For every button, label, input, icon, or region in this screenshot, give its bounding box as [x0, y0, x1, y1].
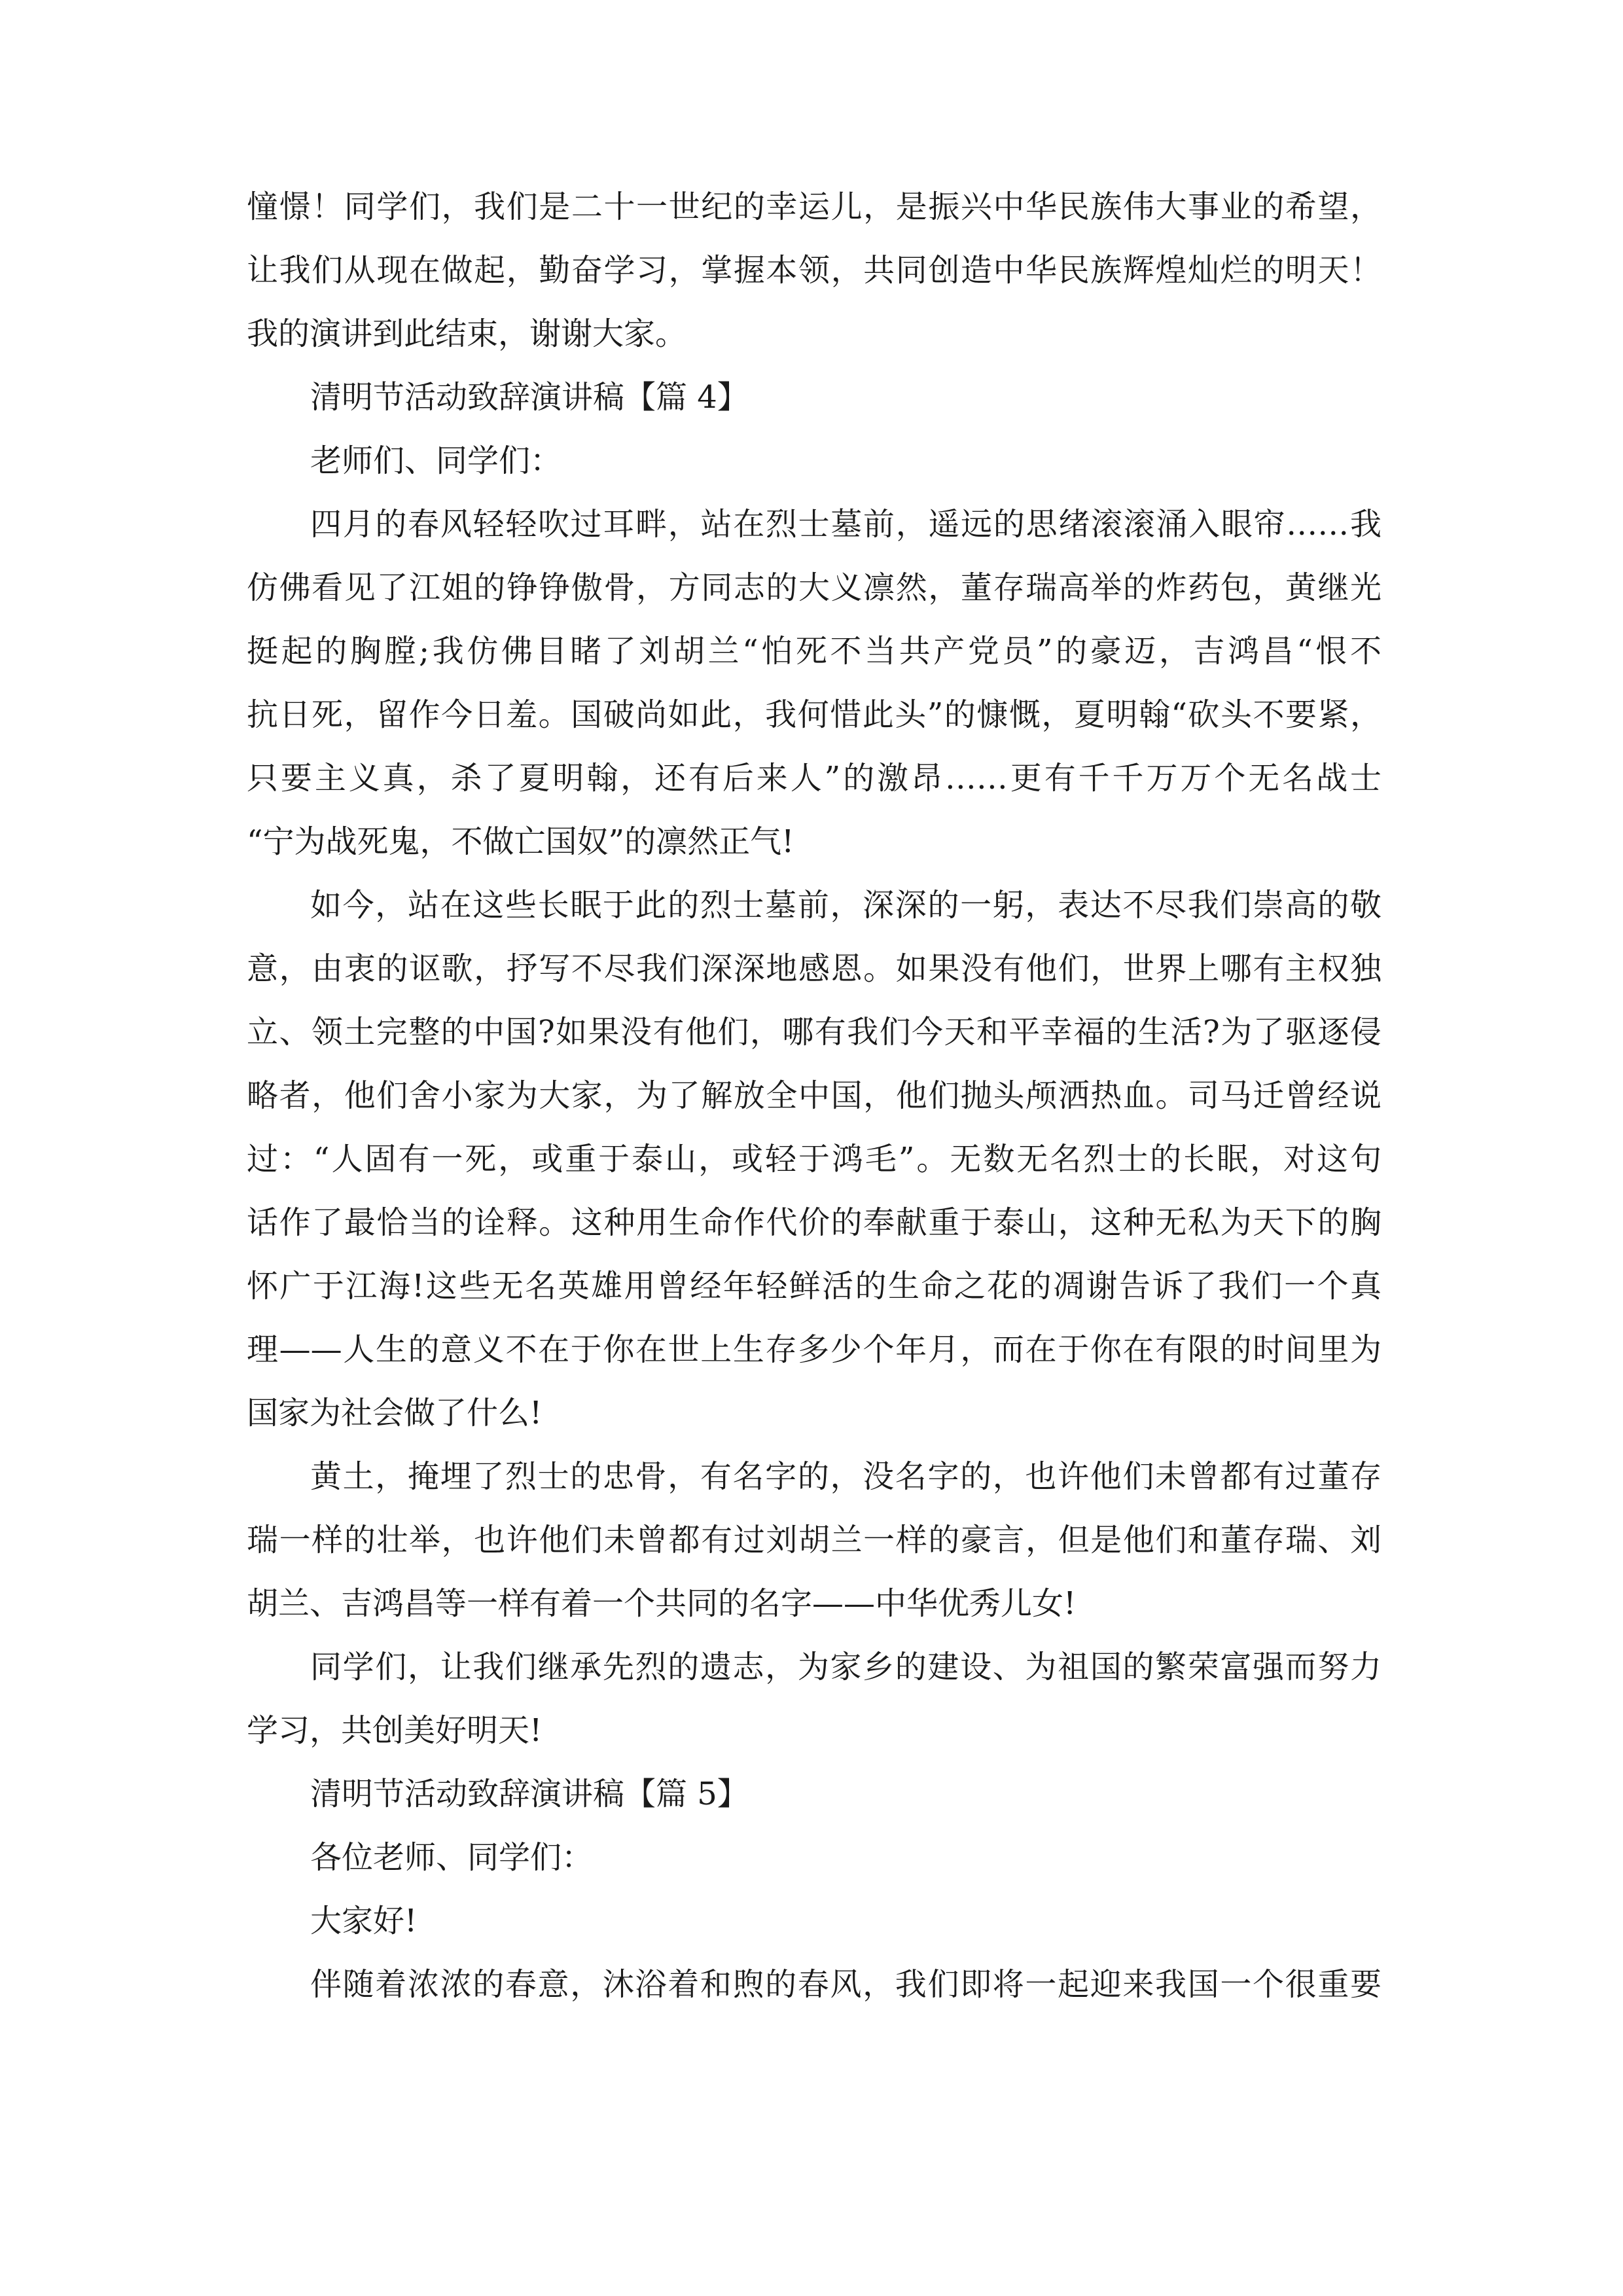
- text-line: 伴随着浓浓的春意，沐浴着和煦的春风，我们即将一起迎来我国一个很重要: [310, 1966, 1382, 2003]
- text-line: 大家好!: [310, 1903, 418, 1939]
- text-line: 黄土，掩埋了烈士的忠骨，有名字的，没名字的，也许他们未曾都有过董存: [310, 1458, 1382, 1495]
- text-line: 国家为社会做了什么!: [247, 1395, 543, 1431]
- text-line: 胡兰、吉鸿昌等一样有着一个共同的名字——中华优秀儿女!: [247, 1585, 1077, 1622]
- text-line: 让我们从现在做起，勤奋学习，掌握本领，共同创造中华民族辉煌灿烂的明天！: [247, 252, 1382, 289]
- text-line: 瑞一样的壮举，也许他们未曾都有过刘胡兰一样的豪言，但是他们和董存瑞、刘: [247, 1522, 1382, 1558]
- text-line: 仿佛看见了江姐的铮铮傲骨，方同志的大义凛然，董存瑞高举的炸药包，黄继光: [247, 569, 1382, 606]
- text-line: 只要主义真，杀了夏明翰，还有后来人”的激昂……更有千千万万个无名战士: [247, 760, 1382, 797]
- text-line: 话作了最恰当的诠释。这种用生命作代价的奉献重于泰山，这种无私为天下的胸: [247, 1204, 1382, 1241]
- text-line: 如今，站在这些长眠于此的烈士墓前，深深的一躬，表达不尽我们崇高的敬: [310, 887, 1382, 924]
- text-line: 清明节活动致辞演讲稿【篇 4】: [310, 379, 749, 416]
- text-line: 四月的春风轻轻吹过耳畔，站在烈士墓前，遥远的思绪滚滚涌入眼帘……我: [310, 506, 1382, 543]
- text-line: 理——人生的意义不在于你在世上生存多少个年月，而在于你在有限的时间里为: [247, 1331, 1382, 1368]
- text-line: 立、领土完整的中国?如果没有他们，哪有我们今天和平幸福的生活?为了驱逐侵: [247, 1014, 1382, 1050]
- text-line: 学习，共创美好明天!: [247, 1712, 543, 1749]
- text-line: 挺起的胸膛;我仿佛目睹了刘胡兰“怕死不当共产党员”的豪迈，吉鸿昌“恨不: [247, 633, 1382, 670]
- text-line: 憧憬！同学们，我们是二十一世纪的幸运儿，是振兴中华民族伟大事业的希望，: [247, 188, 1382, 225]
- text-line: 老师们、同学们：: [310, 442, 562, 479]
- text-line: 抗日死，留作今日羞。国破尚如此，我何惜此头”的慷慨，夏明翰“砍头不要紧，: [247, 696, 1382, 733]
- text-line: 意，由衷的讴歌，抒写不尽我们深深地感恩。如果没有他们，世界上哪有主权独: [247, 950, 1382, 987]
- text-line: 我的演讲到此结束，谢谢大家。: [247, 315, 687, 352]
- text-line: 同学们，让我们继承先烈的遗志，为家乡的建设、为祖国的繁荣富强而努力: [310, 1649, 1382, 1685]
- text-line: “宁为战死鬼，不做亡国奴”的凛然正气!: [247, 823, 794, 860]
- text-line: 清明节活动致辞演讲稿【篇 5】: [310, 1776, 749, 1812]
- text-line: 怀广于江海!这些无名英雄用曾经年轻鲜活的生命之花的凋谢告诉了我们一个真: [247, 1268, 1382, 1304]
- text-line: 过：“人固有一死，或重于泰山，或轻于鸿毛”。无数无名烈士的长眠，对这句: [247, 1141, 1382, 1177]
- text-line: 各位老师、同学们：: [310, 1839, 594, 1876]
- document-page: [247, 175, 1382, 2017]
- text-line: 略者，他们舍小家为大家，为了解放全中国，他们抛头颅洒热血。司马迁曾经说: [247, 1077, 1382, 1114]
